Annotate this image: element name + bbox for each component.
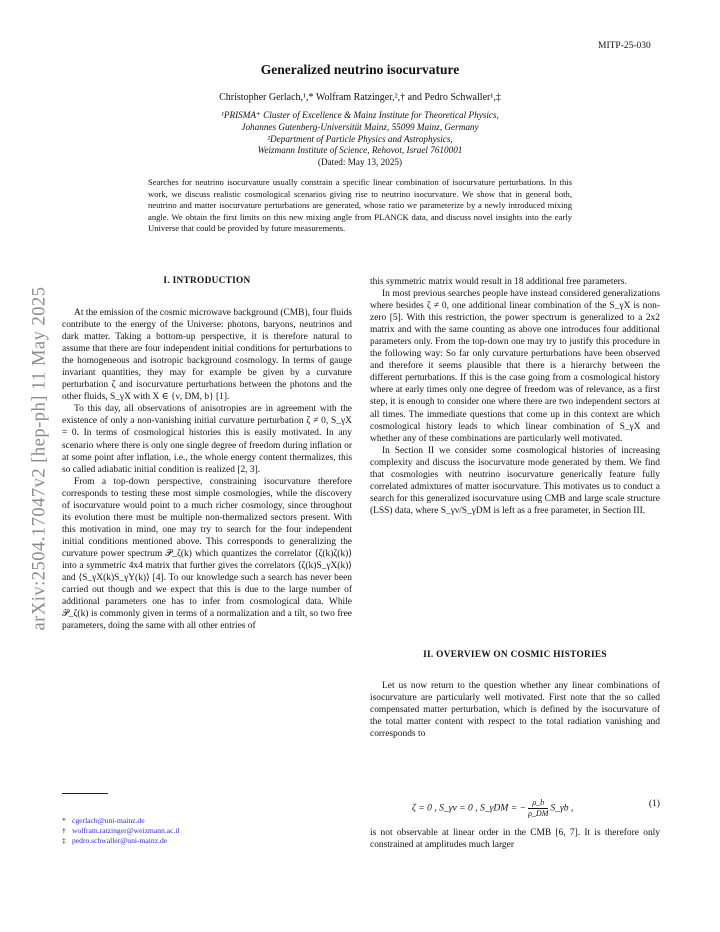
right-column-text-sec2 [370, 680, 660, 740]
footnote [62, 826, 180, 836]
paper-title: Generalized neutrino isocurvature [260, 62, 460, 77]
paragraph: To this day, all observations of anisotropies are in agreement with the existence of only a non-vanishing initial curvature perturbation ζ ≠ 0, S_γX = 0. In terms of cosmological histories this is easily motivated. In any scenario where there is only one single degree of freedom during inflation or at some point after inflation, i.e., the whole energy content thermalizes, this so called adiabatic initial condition is realized [2, 3]. [62, 404, 352, 475]
abstract: Searches for neutrino isocurvature usually constrain a specific linear combination of isocurvature perturbations. In this work, we discuss realistic cosmological scenarios giving rise to neutrino isocurvature. We show that in general both, neutrino and matter isocurvature perturbations are generated, whose ratio we parameterize by a newly introduced mixing angle. We obtain the first limits on this new mixing angle from PLANCK data, and discuss novel insights into the early Universe that could be provided by future measurements. [148, 177, 572, 234]
footnote-rule [62, 793, 108, 794]
paragraph: In Section II we consider some cosmological histories of increasing complexity and discuss the isocurvature mode generated by them. We find that cosmologies with neutrino isocurvature generically feature fully correlated admixtures of matter isocurvature. This motivates us to conduct a search for this generalized isocurvature using CMB and large scale structure (LSS) data, where S_γν/S_γDM is left as a free parameter, in Section III. [370, 445, 660, 516]
paragraph: is not observable at linear order in the CMB [6, 7]. It is therefore only constrained at amplitudes much larger [370, 828, 660, 851]
footnote [62, 816, 180, 826]
section-heading-cosmic-histories: II. OVERVIEW ON COSMIC HISTORIES [423, 650, 607, 660]
arxiv-stamp: arXiv:2504.17047v2 [hep-ph] 11 May 2025 [29, 286, 50, 631]
paragraph: this symmetric matrix would result in 18 additional free parameters. [370, 277, 627, 287]
affiliation-line: ¹PRISMA⁺ Cluster of Excellence & Mainz Institute for Theoretical Physics, [221, 110, 499, 120]
affiliation-line: Weizmann Institute of Science, Rehovot, Israel 7610001 [257, 145, 463, 156]
footnote-mark: * [62, 816, 66, 825]
right-column-text [370, 276, 660, 517]
fraction-numerator: ρ_b [528, 798, 548, 809]
right-column-text-after-equation [370, 827, 660, 851]
footnote-mark: ‡ [62, 836, 66, 845]
paragraph: From a top-down perspective, constraining isocurvature therefore corresponds to testing these most simple cosmologies, while the discovery of isocurvature would point to a much richer cosmology, since throughout its evolution there must be multiple non-thermalized sectors present. With this motivation in mind, one may try to search for the four independent initial conditions mentioned above. This corresponds to generalizing the curvature power spectrum 𝒫_ζ(k) which quantizes the correlator ⟨ζ(k)ζ(k)⟩ into a symmetric 4x4 matrix that further gives the correlators ⟨ζ(k)S_γX(k)⟩ and ⟨S_γX(k)S_γY(k)⟩ [4]. To our knowledge such a search has never been carried out though and we expect that this is due to the large number of additional parameters one has to infer from cosmological data. While 𝒫_ζ(k) is commonly given in terms of a normalization and a tilt, so two free parameters, doing the same with all other entries of [62, 476, 352, 632]
affiliations [0, 110, 720, 157]
paragraph: At the emission of the cosmic microwave background (CMB), four fluids contribute to the energy of the Universe: photons, baryons, neutrinos and dark matter. Taking a bottom-up perspective, it is therefore natural to assume that there are four independent initial conditions for perturbations to the homogeneous and isotropic background cosmology. In terms of gauge invariant quantities, they may for example be given by a curvature perturbation ζ and isocurvature perturbations between the photons and the other fluids, S_γX with X ∈ {ν, DM, b} [1]. [62, 308, 352, 403]
email-link[interactable]: pedro.schwaller@uni-mainz.de [72, 836, 168, 845]
equation-fraction [528, 798, 548, 819]
footnote [62, 836, 180, 846]
paragraph: Let us now return to the question whether any linear combinations of isocurvature are particularly well motivated. First note that the so called compensated matter perturbation, which is defined by the isocurvature of the total matter content with respect to the total radiation vanishing and corresponds to [370, 681, 660, 740]
paragraph: In most previous searches people have instead considered generalizations where besides ζ ≠ 0, one additional linear combination of the S_γX is non-zero [5]. With this restriction, the power spectrum is generalized to a 2x2 matrix and with the same counting as above one introduces four additional parameters only. From the top-down one may try to justify this procedure in the following way: So far only curvature perturbations have been observed and therefore it seems plausible that there is a hierarchy between the different perturbations. If this is the case going from a cosmological history where at early times only one degree of freedom was of relevance, as a first step, it is enough to consider one where there are two independent sectors at all times. The immediate questions that come up in this context are which cosmological history leads to which linear combination of S_γX and whether any of these combinations are particularly well motivated. [370, 289, 660, 444]
left-column-text [62, 307, 352, 632]
equation-lhs: ζ = 0 , S_γν = 0 , S_γDM = − [412, 802, 527, 814]
section-heading-introduction: I. INTRODUCTION [163, 276, 251, 286]
footnote-mark: † [62, 826, 66, 835]
report-number: MITP-25-030 [598, 41, 651, 51]
affiliation-line: ²Department of Particle Physics and Astrophysics, [267, 133, 453, 144]
equation-number: (1) [648, 798, 660, 809]
equation-rhs: S_γb , [550, 802, 574, 814]
email-link[interactable]: wolfram.ratzinger@weizmann.ac.il [72, 826, 180, 835]
author-list: Christopher Gerlach,¹,* Wolfram Ratzinger,²,† and Pedro Schwaller¹,‡ [219, 92, 501, 103]
email-link[interactable]: cgerlach@uni-mainz.de [72, 816, 145, 825]
date-line: (Dated: May 13, 2025) [317, 157, 403, 167]
footnotes [62, 816, 180, 846]
affiliation-line: Johannes Gutenberg-Universität Mainz, 55099 Mainz, Germany [241, 121, 479, 132]
fraction-denominator: ρ_DM [528, 809, 549, 818]
